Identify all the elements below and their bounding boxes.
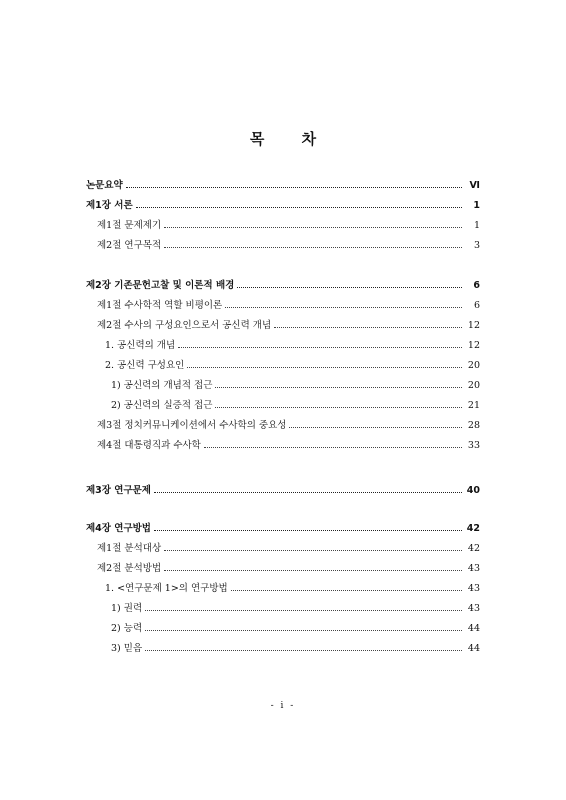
toc-label: 제1절 분석대상	[97, 543, 162, 554]
toc-entry-section[interactable]	[0, 419, 566, 432]
toc-entry-abstract[interactable]	[0, 179, 566, 192]
leader-dots	[164, 227, 462, 228]
toc-page: 42	[467, 543, 480, 554]
toc-label: 제2장 기존문헌고찰 및 이론적 배경	[86, 280, 235, 291]
toc-page: 42	[466, 523, 480, 534]
toc-entry-chapter-4[interactable]	[0, 522, 566, 535]
toc-entry-section[interactable]	[0, 319, 566, 332]
page-number-footer: - i -	[270, 701, 296, 711]
toc-page: 44	[467, 623, 480, 634]
toc-label: 1. 공신력의 개념	[105, 340, 176, 351]
leader-dots	[274, 327, 462, 328]
leader-dots	[145, 630, 462, 631]
toc-label: 제4절 대통령직과 수사학	[97, 440, 201, 451]
toc-page: 12	[467, 340, 480, 351]
toc-page: 43	[467, 603, 480, 614]
toc-entry-item[interactable]	[0, 379, 566, 392]
toc-label: 제1절 문제제기	[97, 220, 162, 231]
toc-entry-section[interactable]	[0, 239, 566, 252]
toc-label: 2) 공신력의 실증적 접근	[111, 400, 213, 411]
toc-label: 1) 권력	[111, 603, 143, 614]
leader-dots	[237, 287, 462, 288]
toc-label: 제3절 정치커뮤니케이션에서 수사학의 중요성	[97, 420, 287, 431]
toc-label: 제1절 수사학적 역할 비평이론	[97, 300, 223, 311]
leader-dots	[289, 427, 462, 428]
toc-page: 20	[467, 360, 480, 371]
toc-label: 제2절 분석방법	[97, 563, 162, 574]
leader-dots	[164, 550, 462, 551]
page-title: 목 차	[249, 130, 333, 148]
toc-entry-section[interactable]	[0, 562, 566, 575]
leader-dots	[215, 387, 462, 388]
toc-page: 44	[467, 643, 480, 654]
leader-dots	[187, 367, 462, 368]
leader-dots	[136, 207, 462, 208]
leader-dots	[225, 307, 462, 308]
leader-dots	[126, 187, 462, 188]
leader-dots	[154, 492, 462, 493]
toc-page: 28	[467, 420, 480, 431]
toc-label: 2. 공신력 구성요인	[105, 360, 185, 371]
toc-label: 논문요약	[86, 180, 123, 191]
toc-entry-item[interactable]	[0, 622, 566, 635]
toc-label: 3) 믿음	[111, 643, 143, 654]
toc-page: 43	[467, 583, 480, 594]
toc-page: 33	[467, 440, 480, 451]
leader-dots	[154, 530, 462, 531]
toc-entry-section[interactable]	[0, 542, 566, 555]
toc-entry-section[interactable]	[0, 299, 566, 312]
toc-entry-subsection[interactable]	[0, 339, 566, 352]
toc-page: 1	[473, 200, 480, 211]
leader-dots	[164, 570, 462, 571]
toc-page: 21	[467, 400, 480, 411]
toc-label: 제4장 연구방법	[86, 523, 151, 534]
toc-page: 40	[466, 485, 480, 496]
toc-entry-subsection[interactable]	[0, 359, 566, 372]
leader-dots	[215, 407, 462, 408]
toc-entry-section[interactable]	[0, 439, 566, 452]
toc-label: 제2절 연구목적	[97, 240, 162, 251]
toc-page: 20	[467, 380, 480, 391]
toc-page: 43	[467, 563, 480, 574]
leader-dots	[231, 590, 462, 591]
leader-dots	[164, 247, 462, 248]
toc-label: 2) 능력	[111, 623, 143, 634]
toc-entry-item[interactable]	[0, 399, 566, 412]
toc-page: Ⅵ	[469, 180, 480, 191]
toc-label: 제2절 수사의 구성요인으로서 공신력 개념	[97, 320, 272, 331]
toc-page: 1	[473, 220, 480, 231]
toc-label: 1. <연구문제 1>의 연구방법	[105, 583, 228, 594]
toc-entry-chapter-2[interactable]	[0, 279, 566, 292]
toc-entry-subsection[interactable]	[0, 582, 566, 595]
toc-label: 제3장 연구문제	[86, 485, 151, 496]
toc-page: 12	[467, 320, 480, 331]
leader-dots	[178, 347, 462, 348]
toc-page: 6	[473, 300, 480, 311]
toc-entry-section[interactable]	[0, 219, 566, 232]
toc-label: 1) 공신력의 개념적 접근	[111, 380, 213, 391]
leader-dots	[145, 610, 462, 611]
toc-label: 제1장 서론	[86, 200, 133, 211]
leader-dots	[204, 447, 462, 448]
toc-page: 6	[473, 280, 480, 291]
toc-page: 3	[473, 240, 480, 251]
toc-entry-item[interactable]	[0, 602, 566, 615]
toc-entry-chapter-3[interactable]	[0, 484, 566, 497]
toc-entry-item[interactable]	[0, 642, 566, 655]
leader-dots	[145, 650, 462, 651]
toc-entry-chapter-1[interactable]	[0, 199, 566, 212]
